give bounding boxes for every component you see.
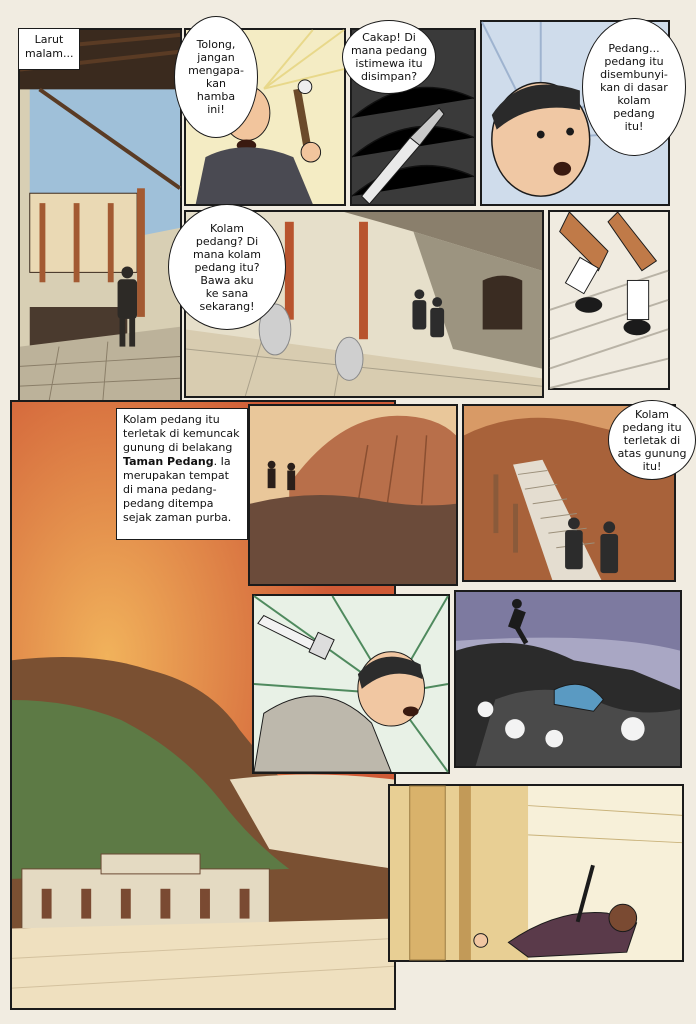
pillar-art xyxy=(390,786,682,960)
panel-1-corridor xyxy=(18,28,182,402)
panel-12-pillar xyxy=(388,784,684,962)
panel-6-running xyxy=(548,210,670,390)
speech-bubble-pond-on-mountain: Kolam pedang itu terletak di atas gunung itu! xyxy=(608,400,696,480)
speech-bubble-demand: Cakap! Di mana pedang istimewa itu disimpan? xyxy=(342,20,436,94)
caption-late-night: Larut malam... xyxy=(18,28,80,70)
panel-10-sword-strike xyxy=(252,594,450,774)
leap-art xyxy=(456,592,680,766)
caption-text-before: Kolam pedang itu terletak di kemuncak gunung di belakang xyxy=(123,413,240,454)
panel-4-confession xyxy=(480,20,670,206)
panel-8-mountain-path xyxy=(248,404,458,586)
panel-9-staircase xyxy=(462,404,687,582)
panel-2-servant xyxy=(184,28,346,206)
panel-5-courtyard xyxy=(184,210,544,398)
caption-sword-pond-location xyxy=(116,408,248,540)
speech-bubble-plea: Tolong, jangan mengapa- kan hamba ini! xyxy=(174,16,258,138)
mountain-path-art xyxy=(250,406,456,584)
caption-text-taman-pedang: Taman Pedang xyxy=(123,455,214,468)
panel-11-leap xyxy=(454,590,682,768)
panel-3-blade xyxy=(350,28,476,206)
sword-strike-art xyxy=(254,596,448,772)
corridor-art xyxy=(20,30,180,400)
running-art xyxy=(550,212,668,388)
speech-bubble-hidden-sword: Pedang... pedang itu disembunyi- kan di dasar kolam pedang itu! xyxy=(582,18,686,156)
speech-bubble-where-pond: Kolam pedang? Di mana kolam pedang itu? Bawa aku ke sana sekarang! xyxy=(168,204,286,330)
caption-text-after: . Ia merupakan tempat di mana pedang-pedang ditempa sejak zaman purba. xyxy=(123,455,232,524)
